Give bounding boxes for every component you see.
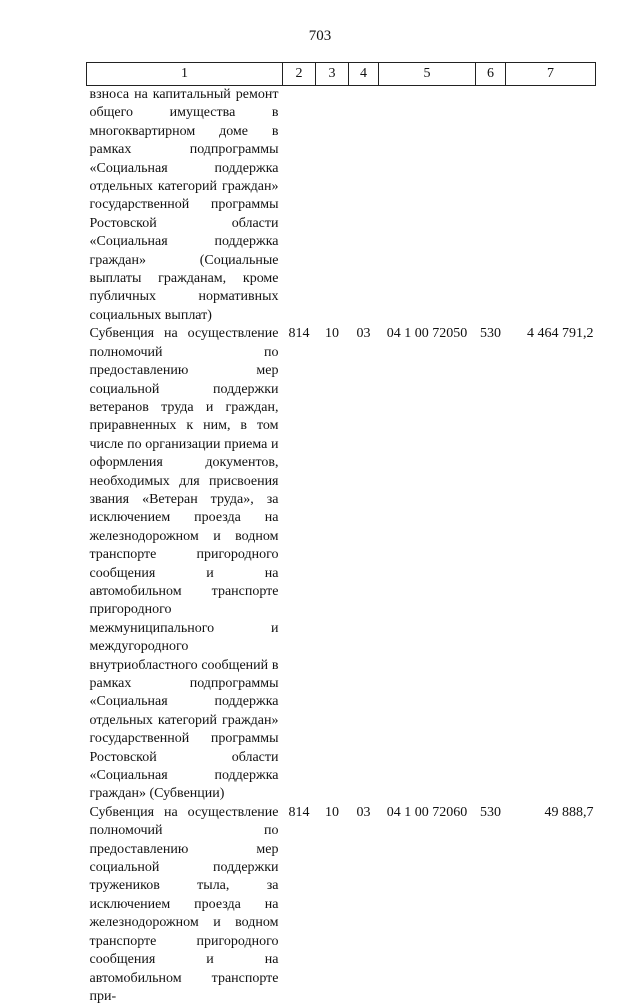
row-ministry-code: 814: [283, 325, 316, 804]
header-col-3: 3: [316, 63, 349, 86]
header-col-1: 1: [87, 63, 283, 86]
row-target-article: 04 1 00 72060: [379, 804, 476, 1006]
table-header: [87, 63, 596, 86]
table-row: [87, 325, 596, 804]
table-header-row: [87, 63, 596, 86]
row-section-code: 10: [316, 325, 349, 804]
row-subsection-code: 03: [349, 804, 379, 1006]
row-expense-type: [476, 86, 506, 326]
row-subsection-code: [349, 86, 379, 326]
row-subsection-code: 03: [349, 325, 379, 804]
header-col-2: 2: [283, 63, 316, 86]
row-description: Субвенция на осуществление полномочий по предоставлению мер социальной поддержки тружеников тыла, за исключением проезда на железнодорожном и водном транспорте пригородного сообщения и на автомобильном транспорте при-: [87, 804, 283, 1006]
header-col-7: 7: [506, 63, 596, 86]
row-amount: [506, 86, 596, 326]
row-amount: 4 464 791,2: [506, 325, 596, 804]
table-body: [87, 86, 596, 1006]
row-expense-type: 530: [476, 804, 506, 1006]
budget-table: [86, 62, 596, 1006]
row-target-article: 04 1 00 72050: [379, 325, 476, 804]
header-col-5: 5: [379, 63, 476, 86]
row-ministry-code: [283, 86, 316, 326]
row-expense-type: 530: [476, 325, 506, 804]
row-section-code: 10: [316, 804, 349, 1006]
row-target-article: [379, 86, 476, 326]
row-description: взноса на капитальный ремонт общего имущества в многоквартирном доме в рамках подпрограммы «Социальная поддержка отдельных категорий граждан» государственной программы Ростовской области «Социальная поддержка граждан» (Социальные выплаты гражданам, кроме публичных нормативных социальных выплат): [87, 86, 283, 326]
header-col-6: 6: [476, 63, 506, 86]
row-ministry-code: 814: [283, 804, 316, 1006]
page-number: 703: [0, 28, 640, 45]
row-amount: 49 888,7: [506, 804, 596, 1006]
header-col-4: 4: [349, 63, 379, 86]
row-section-code: [316, 86, 349, 326]
row-description: Субвенция на осуществление полномочий по предоставлению мер социальной поддержки ветеранов труда и граждан, приравненных к ним, в том числе по организации приема и оформления документов, необходимых для присвоения звания «Ветеран труда», за исключением проезда на железнодорожном и водном транспорте пригородного сообщения и на автомобильном транспорте пригородного межмуниципального и междугородного внутриобластного сообщений в рамках подпрограммы «Социальная поддержка отдельных категорий граждан» государственной программы Ростовской области «Социальная поддержка граждан» (Субвенции): [87, 325, 283, 804]
table-row: [87, 86, 596, 326]
